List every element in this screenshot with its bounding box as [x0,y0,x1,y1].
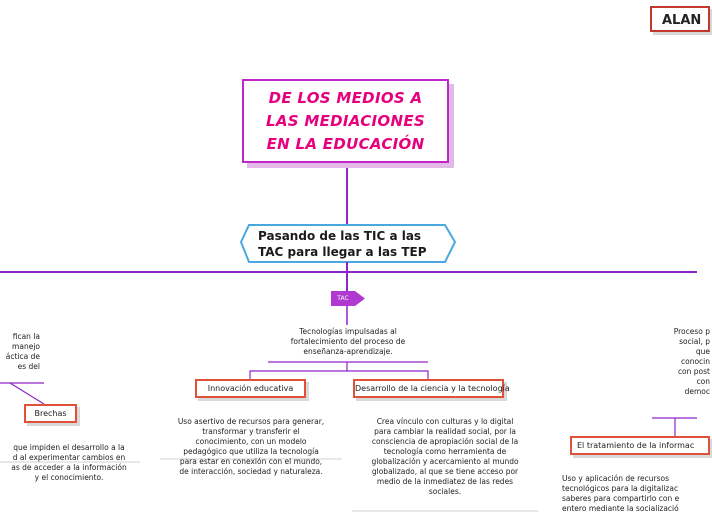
main-title [266,87,425,156]
brechas-line: as de acceder a la información [11,463,127,472]
author-label: ALAN [662,13,702,28]
tac-arrow [355,291,365,306]
left-line: manejo [12,342,40,351]
author-box[interactable] [650,6,710,32]
tac-tag[interactable]: TAC [331,291,355,306]
ciencia-line: globalización y acercamiento al mundo [371,457,519,466]
tratamiento-node[interactable]: El tratamiento de la informac [570,436,710,455]
innovacion-line: transformar y transferir el [202,427,300,436]
branch-innovacion [250,362,347,379]
innovacion-text [160,417,342,477]
right-line: que [695,347,710,356]
center-description [268,327,428,357]
ciencia-node[interactable]: Desarrollo de la ciencia y la tecnología [353,379,504,398]
right-partial-text [610,327,710,397]
ciencia-line: medio de la inmediatez de las redes [376,477,514,486]
brechas-line: y el conocimiento. [34,473,104,482]
subtitle-line: Pasando de las TIC a las [258,229,422,243]
ciencia-line: globalizado, al que se tiene acceso por [371,467,519,476]
innovacion-line: para estar en conexión con el mundo, [179,457,323,466]
brechas-line: d al experimentar cambios en [12,453,126,462]
innovacion-line: de interacción, sociedad y naturaleza. [179,467,323,476]
ciencia-line: tecnología como herramienta de [383,447,507,456]
left-line: fican la [12,332,40,341]
ciencia-text [352,417,538,497]
innovacion-node[interactable]: Innovación educativa [195,379,306,398]
description-line: Tecnologías impulsadas al [299,327,397,336]
right-line: democ [684,387,710,396]
branch-ciencia [347,371,428,379]
innovacion-line: pedagógico que utiliza la tecnología [183,447,319,456]
ciencia-line: consciencia de apropiación social de la [371,437,519,446]
ciencia-line: Crea vínculo con culturas y lo digital [376,417,514,426]
description-line: fortalecimiento del proceso de [290,337,406,346]
right-line: Proceso p [673,327,710,336]
tratamiento-line: saberes para compartirlo con e [562,494,680,503]
innovacion-line: Uso asertivo de recursos para generar, [177,417,325,426]
tratamiento-line: Uso y aplicación de recursos [562,474,670,483]
left-line: áctica de [5,352,40,361]
brechas-text [0,443,138,483]
tratamiento-line: entero mediante la socializació [562,504,679,513]
right-line: social, p [679,337,710,346]
main-title-box[interactable] [242,79,449,163]
tratamiento-text [562,474,712,514]
brechas-line: que impiden el desarrollo a la [13,443,125,452]
subtitle-line: TAC para llegar a las TEP [258,245,427,259]
ciencia-line: sociales. [428,487,462,496]
right-line: conocin [680,357,710,366]
description-line: enseñanza-aprendizaje. [303,347,393,356]
tratamiento-line: tecnológicos para la digitalizac [562,484,679,493]
brechas-connector [10,383,44,404]
ciencia-line: para cambiar la realidad social, por la [374,427,516,436]
left-partial-text [0,332,40,372]
brechas-node[interactable]: Brechas [24,404,77,423]
title-line: EN LA EDUCACIÓN [266,134,425,153]
innovacion-line: conocimiento, con un modelo [195,437,307,446]
right-line: con post [677,367,710,376]
right-line: con [696,377,710,386]
title-line: LAS MEDIACIONES [266,111,425,130]
subtitle[interactable] [258,228,433,260]
left-line: es del [17,362,40,371]
title-line: DE LOS MEDIOS A [268,88,423,107]
